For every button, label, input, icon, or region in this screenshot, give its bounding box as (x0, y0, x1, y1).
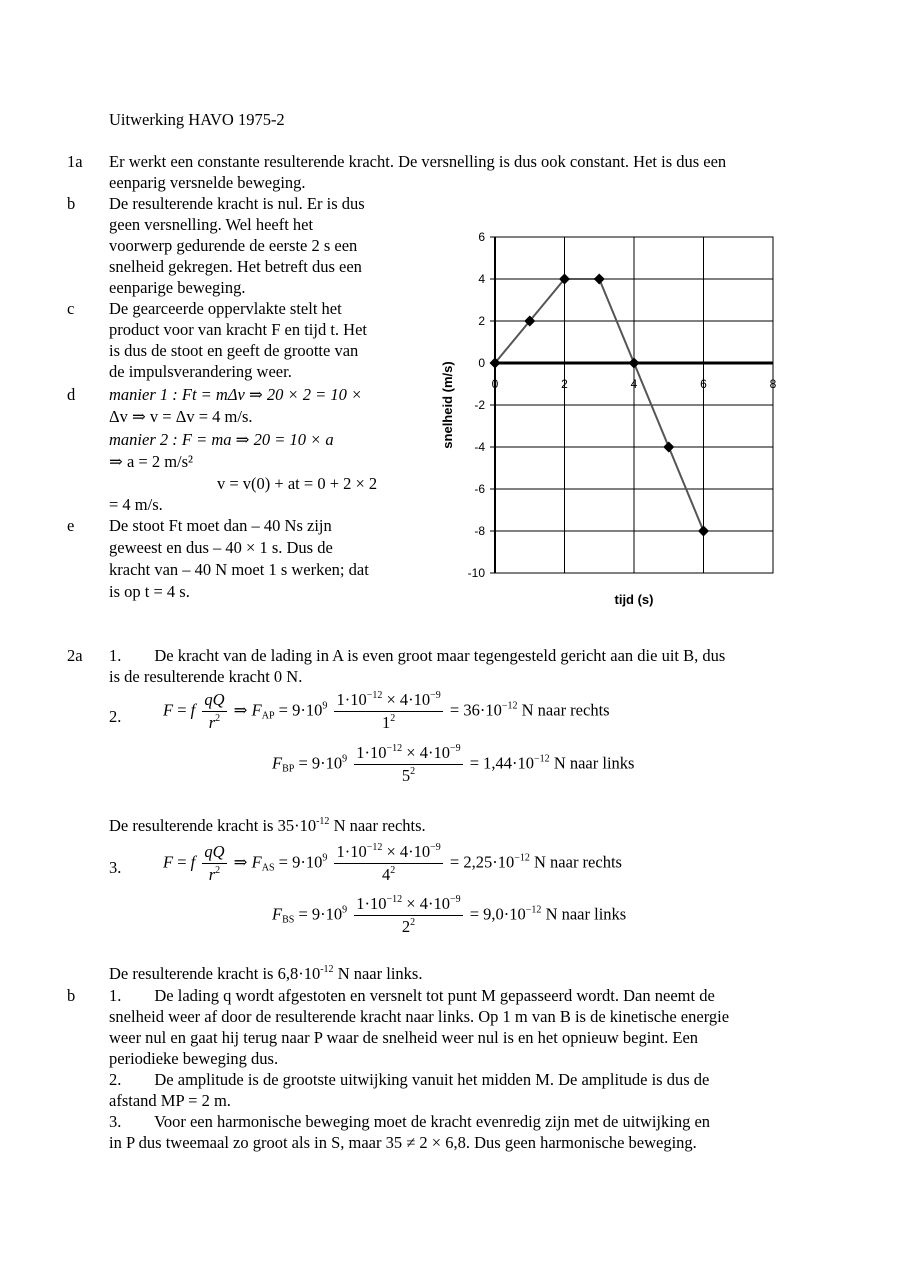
y-tick-label: -2 (474, 398, 485, 412)
answer-1d-line-1: manier 1 : Ft = mΔv ⇒ 20 × 2 = 10 × (109, 385, 363, 404)
answer-1b-line-5: eenparige beweging. (109, 278, 246, 297)
answer-1b-line-3: voorwerp gedurende de eerste 2 s een (109, 236, 358, 255)
data-point-marker (594, 274, 605, 285)
data-point-marker (698, 526, 709, 537)
question-label-1e: e (67, 516, 75, 535)
page-title: Uitwerking HAVO 1975-2 (109, 110, 285, 129)
x-axis-label: tijd (s) (614, 592, 654, 607)
x-tick-label: 2 (561, 377, 568, 391)
y-tick-label: 4 (478, 272, 485, 286)
x-tick-label: 4 (630, 377, 638, 391)
y-tick-label: -8 (474, 524, 485, 538)
question-label-1d: d (67, 385, 76, 404)
answer-2a-1-line-2: is de resulterende kracht 0 N. (109, 667, 303, 686)
answer-1b-line-4: snelheid gekregen. Het betreft dus een (109, 257, 362, 276)
question-label-1c: c (67, 299, 75, 318)
answer-1d-line-3: manier 2 : F = ma ⇒ 20 = 10 × a (109, 430, 334, 449)
velocity-time-chart (430, 220, 800, 620)
answer-1a-line-1: Er werkt een constante resulterende kracht. De versnelling is dus ook constant. Het is dus een (109, 152, 727, 171)
y-axis-label: snelheid (m/s) (440, 361, 455, 449)
y-tick-label: 2 (478, 314, 485, 328)
result-2a-2: De resulterende kracht is $35\cdot 10^{-12}$ N naar rechts. (109, 816, 426, 835)
item-number-3: 3. (109, 858, 122, 877)
answer-1d-line-5: v = v(0) + at = 0 + 2 × 2 (217, 474, 378, 493)
answer-1e-line-3: kracht van – 40 N moet 1 s werken; dat (109, 560, 369, 579)
answer-1b-line-1: De resulterende kracht is nul. Er is dus (109, 194, 365, 213)
answer-1d-line-6: = 4 m/s. (109, 495, 163, 514)
answer-1a-line-2: eenparig versnelde beweging. (109, 173, 306, 192)
chart-grid (495, 237, 773, 573)
y-tick-label: -6 (474, 482, 485, 496)
answer-1c-line-4: de impulsverandering weer. (109, 362, 292, 381)
item-number-2: 2. (109, 707, 122, 726)
x-tick-label: 0 (491, 377, 499, 391)
question-label-1b: b (67, 194, 76, 213)
y-tick-label: 0 (478, 356, 485, 370)
equation-fap: F = f $\frac{qQ}{r^2}$ ⇒ $F_{AP} = 9\cdot 10^9$ $\frac{1\cdot 10^{-12} \times 4\cdot 10^{-9}}{1^2}$ = $36\cdot 10^{-12}$ N naar rechts (163, 690, 610, 732)
question-label-1a: 1a (67, 152, 83, 171)
answer-1d-line-2: Δv ⇒ v = Δv = 4 m/s. (109, 407, 253, 426)
answer-2b-line-8: in P dus tweemaal zo groot als in S, maar 35 ≠ 2 × 6,8. Dus geen harmonische beweging. (109, 1133, 697, 1152)
data-point-marker (663, 442, 674, 453)
answer-2b-line-3: weer nul en gaat hij terug naar P waar de snelheid weer nul is en het opnieuw begint. Een (109, 1028, 699, 1047)
x-tick-label: 8 (769, 377, 777, 391)
answer-1d-line-4: ⇒ a = 2 m/s² (109, 452, 193, 471)
equation-fbs: $F_{BS} = 9\cdot 10^9$ $\frac{1\cdot 10^{-12} \times 4\cdot 10^{-9}}{2^2}$ = $9,0\cdot 10^{-12}$ N naar links (272, 894, 627, 936)
answer-2b-line-1: 1. De lading q wordt afgestoten en versnelt tot punt M gepasseerd wordt. Dan neemt de (109, 986, 715, 1005)
data-point-marker (629, 358, 640, 369)
answer-1c-line-3: is dus de stoot en geeft de grootte van (109, 341, 359, 360)
answer-1e-line-2: geweest en dus – 40 × 1 s. Dus de (109, 538, 333, 557)
y-tick-label: 6 (478, 230, 485, 244)
answer-1c-line-1: De gearceerde oppervlakte stelt het (109, 299, 342, 318)
answer-1b-line-2: geen versnelling. Wel heeft het (109, 215, 314, 234)
answer-1e-line-1: De stoot Ft moet dan – 40 Ns zijn (109, 516, 332, 535)
answer-1c-line-2: product voor van kracht F en tijd t. Het (109, 320, 367, 339)
y-tick-label: -4 (474, 440, 485, 454)
answer-2b-line-6: afstand MP = 2 m. (109, 1091, 231, 1110)
answer-2b-line-2: snelheid weer af door de resulterende kracht naar links. Op 1 m van B is de kinetische energie (109, 1007, 730, 1026)
question-label-2b: b (67, 986, 76, 1005)
answer-2b-line-7: 3. Voor een harmonische beweging moet de kracht evenredig zijn met de uitwijking en (109, 1112, 711, 1131)
answer-1e-line-4: is op t = 4 s. (109, 582, 190, 601)
answer-2a-1-line-1: 1. De kracht van de lading in A is even groot maar tegengesteld gericht aan die uit B, dus (109, 646, 726, 665)
question-label-2a: 2a (67, 646, 83, 665)
answer-2b-line-5: 2. De amplitude is de grootste uitwijking vanuit het midden M. De amplitude is dus de (109, 1070, 710, 1089)
answer-2b-line-4: periodieke beweging dus. (109, 1049, 279, 1068)
result-2a-3: De resulterende kracht is $6,8\cdot 10^{-12}$ N naar links. (109, 964, 423, 983)
equation-fas: F = f $\frac{qQ}{r^2}$ ⇒ $F_{AS} = 9\cdot 10^9$ $\frac{1\cdot 10^{-12} \times 4\cdot 10^{-9}}{4^2}$ = $2,25\cdot 10^{-12}$ N naar rechts (163, 842, 622, 884)
x-tick-label: 6 (700, 377, 707, 391)
y-tick-label: -10 (467, 566, 485, 580)
equation-fbp: $F_{BP} = 9\cdot 10^9$ $\frac{1\cdot 10^{-12} \times 4\cdot 10^{-9}}{5^2}$ = $1,44\cdot 10^{-12}$ N naar links (272, 743, 635, 785)
